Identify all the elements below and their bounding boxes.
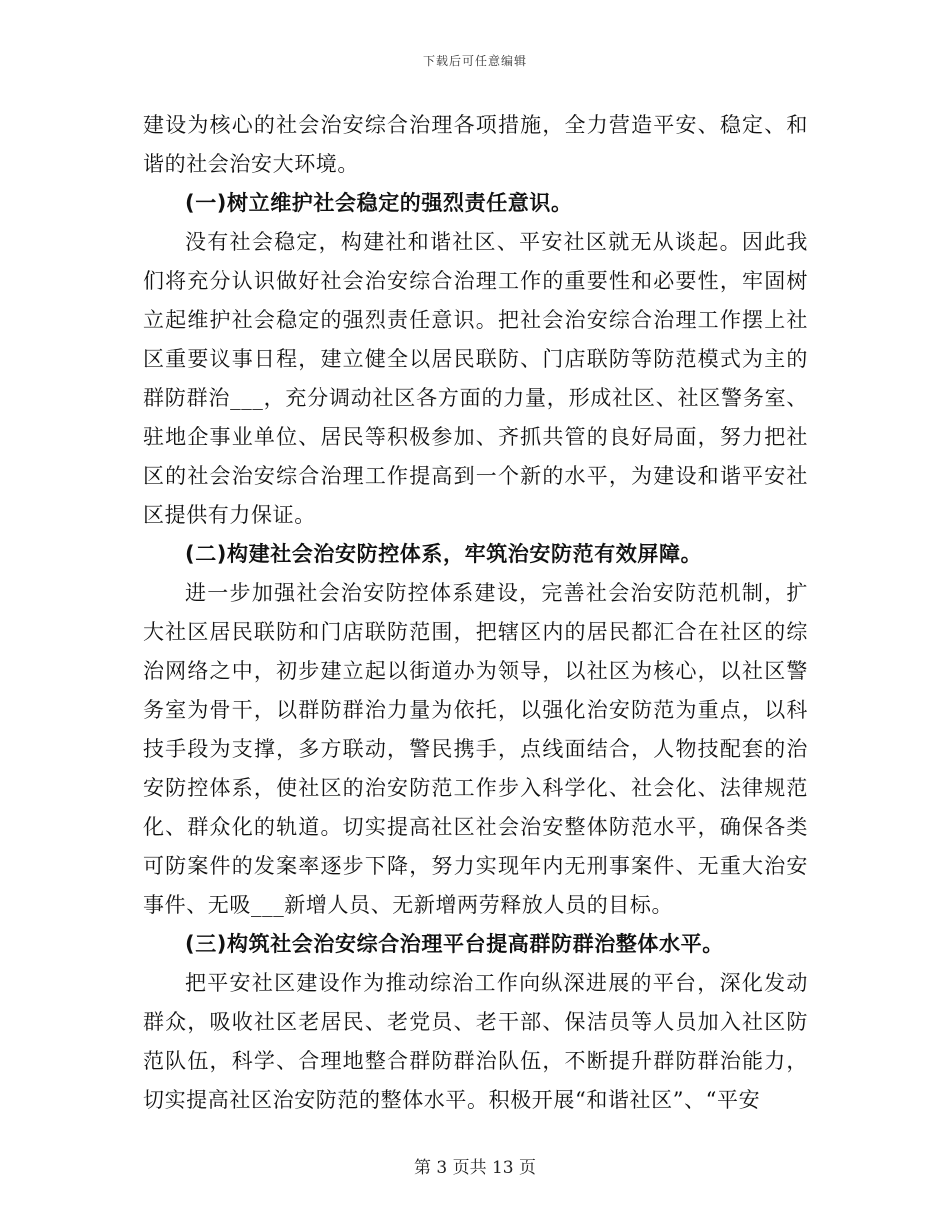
paragraph-continued: 建设为核心的社会治安综合治理各项措施，全力营造平安、稳定、和谐的社会治安大环境。: [143, 113, 808, 176]
paragraph-3: 把平安社区建设作为推动综治工作向纵深进展的平台，深化发动群众，吸收社区老居民、老党员、老干部、保洁员等人员加入社区防范队伍，科学、合理地整合群防群治队伍，不断提升群防群治能力，切实提高社区治安防范的整体水平。积极开展“和谐社区”、“平安: [143, 971, 808, 1112]
paragraph-2: 进一步加强社会治安防控体系建设，完善社会治安防范机制，扩大社区居民联防和门店联防范围，把辖区内的居民都汇合在社区的综治网络之中，初步建立起以街道办为领导，以社区为核心，以社区警务室为骨干，以群防群治力量为依托，以强化治安防范为重点，以科技手段为支撑，多方联动，警民携手，点线面结合，人物技配套的治安防控体系，使社区的治安防范工作步入科学化、社会化、法律规范化、群众化的轨道。切实提高社区社会治安整体防范水平，确保各类可防案件的发案率逐步下降，努力实现年内无刑事案件、无重大治安事件、无吸___新增人员、无新增两劳释放人员的目标。: [143, 581, 808, 917]
paragraph-1: 没有社会稳定，构建社和谐社区、平安社区就无从谈起。因此我们将充分认识做好社会治安综合治理工作的重要性和必要性，牢固树立起维护社会稳定的强烈责任意识。把社会治安综合治理工作摆上社区重要议事日程，建立健全以居民联防、门店联防等防范模式为主的群防群治___，充分调动社区各方面的力量，形成社区、社区警务室、驻地企事业单位、居民等积极参加、齐抓共管的良好局面，努力把社区的社会治安综合治理工作提高到一个新的水平，为建设和谐平安社区提供有力保证。: [143, 230, 808, 527]
page-header: 下载后可任意编辑: [422, 54, 527, 68]
document-body: [143, 106, 808, 1120]
section-heading-1: (一)树立维护社会稳定的强烈责任意识。: [185, 191, 573, 215]
page-number: 第 3 页共 13 页: [413, 1158, 537, 1178]
section-heading-2: (二)构建社会治安防控体系，牢筑治安防范有效屏障。: [185, 542, 703, 566]
section-heading-3: (三)构筑社会治安综合治理平台提高群防群治整体水平。: [185, 932, 724, 956]
